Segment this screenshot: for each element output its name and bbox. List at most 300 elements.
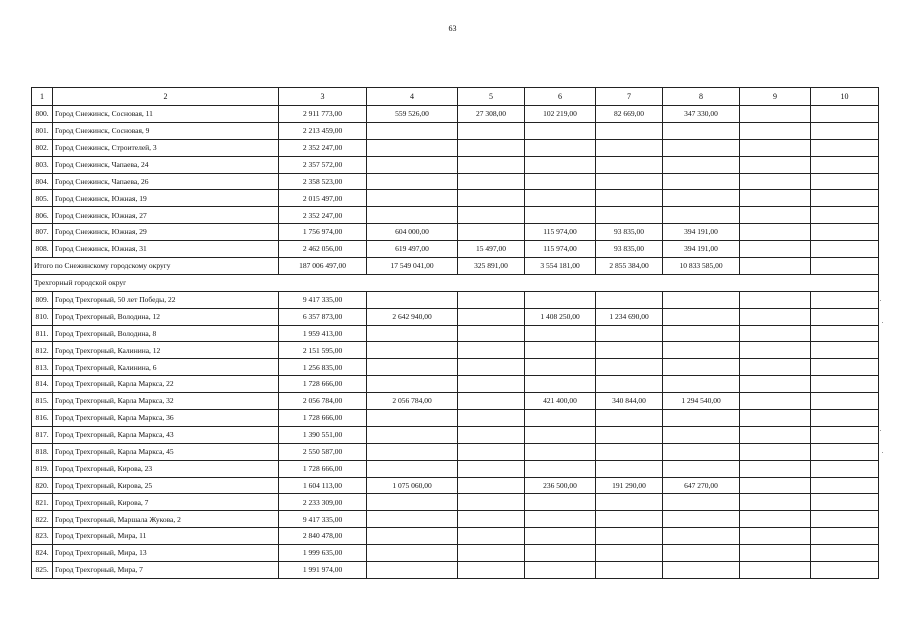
amount-cell: [811, 410, 879, 427]
row-number: 803.: [32, 156, 53, 173]
amount-cell: [663, 410, 740, 427]
table-row: [32, 460, 879, 477]
amount-cell: 619 497,00: [367, 241, 458, 258]
row-number: 823.: [32, 528, 53, 545]
amount-cell: [740, 477, 811, 494]
column-header-8: 8: [663, 88, 740, 106]
amount-cell: 15 497,00: [458, 241, 525, 258]
table-row: [32, 528, 879, 545]
amount-cell: [458, 545, 525, 562]
amount-cell: 1 728 666,00: [279, 460, 367, 477]
address-cell: Город Снежинск, Южная, 27: [53, 207, 279, 224]
amount-cell: 115 974,00: [525, 224, 596, 241]
row-number: 804.: [32, 173, 53, 190]
amount-cell: [458, 325, 525, 342]
amount-cell: [596, 460, 663, 477]
address-cell: Город Снежинск, Сосновая, 11: [53, 106, 279, 123]
amount-cell: [811, 139, 879, 156]
amount-cell: [811, 376, 879, 393]
amount-cell: [367, 325, 458, 342]
amount-cell: [740, 291, 811, 308]
amount-cell: [740, 308, 811, 325]
amount-cell: 82 669,00: [596, 106, 663, 123]
amount-cell: [811, 443, 879, 460]
page-number: 63: [448, 24, 457, 33]
amount-cell: [596, 291, 663, 308]
amount-cell: [811, 426, 879, 443]
amount-cell: [740, 224, 811, 241]
amount-cell: 2 840 478,00: [279, 528, 367, 545]
amount-cell: [740, 359, 811, 376]
row-number: 802.: [32, 139, 53, 156]
amount-cell: [458, 393, 525, 410]
table-row: [32, 410, 879, 427]
address-cell: Город Трехгорный, Калинина, 6: [53, 359, 279, 376]
table-row: [32, 156, 879, 173]
amount-cell: [740, 393, 811, 410]
table-row: [32, 511, 879, 528]
amount-cell: 93 835,00: [596, 241, 663, 258]
amount-cell: [596, 528, 663, 545]
amount-cell: [740, 562, 811, 579]
amount-cell: [525, 460, 596, 477]
table-row: [32, 190, 879, 207]
table-row: [32, 376, 879, 393]
amount-cell: [596, 494, 663, 511]
amount-cell: 394 191,00: [663, 241, 740, 258]
amount-cell: [596, 156, 663, 173]
table-row: [32, 426, 879, 443]
amount-cell: [596, 545, 663, 562]
section-row: [32, 274, 879, 291]
amount-cell: [596, 325, 663, 342]
amount-cell: [740, 443, 811, 460]
amount-cell: 2 151 595,00: [279, 342, 367, 359]
table-row: [32, 393, 879, 410]
row-number: 810.: [32, 308, 53, 325]
amount-cell: [663, 511, 740, 528]
amount-cell: 2 213 459,00: [279, 122, 367, 139]
amount-cell: [367, 173, 458, 190]
amount-cell: 2 015 497,00: [279, 190, 367, 207]
amount-cell: [525, 511, 596, 528]
amount-cell: [811, 308, 879, 325]
amount-cell: [740, 156, 811, 173]
amount-cell: [458, 156, 525, 173]
amount-cell: [458, 528, 525, 545]
amount-cell: 1 959 413,00: [279, 325, 367, 342]
amount-cell: 2 352 247,00: [279, 139, 367, 156]
amount-cell: 6 357 873,00: [279, 308, 367, 325]
table-row: [32, 173, 879, 190]
row-number: 822.: [32, 511, 53, 528]
amount-cell: 647 270,00: [663, 477, 740, 494]
amount-cell: 1 756 974,00: [279, 224, 367, 241]
amount-cell: [525, 359, 596, 376]
row-number: 825.: [32, 562, 53, 579]
address-cell: Город Трехгорный, Карла Маркса, 36: [53, 410, 279, 427]
amount-cell: [367, 207, 458, 224]
row-number: 821.: [32, 494, 53, 511]
amount-cell: 2 357 572,00: [279, 156, 367, 173]
column-header-9: 9: [740, 88, 811, 106]
address-cell: Город Трехгорный, Кирова, 23: [53, 460, 279, 477]
amount-cell: 1 075 060,00: [367, 477, 458, 494]
row-number: 816.: [32, 410, 53, 427]
amount-cell: [811, 528, 879, 545]
amount-cell: [367, 460, 458, 477]
amount-cell: [596, 410, 663, 427]
amount-cell: 559 526,00: [367, 106, 458, 123]
amount-cell: [811, 224, 879, 241]
address-cell: Город Трехгорный, Карла Маркса, 32: [53, 393, 279, 410]
amount-cell: [367, 528, 458, 545]
amount-cell: 2 358 523,00: [279, 173, 367, 190]
amount-cell: [367, 443, 458, 460]
amount-cell: [458, 139, 525, 156]
total-amount-cell: [811, 258, 879, 275]
amount-cell: [663, 460, 740, 477]
address-cell: Город Трехгорный, Маршала Жукова, 2: [53, 511, 279, 528]
amount-cell: [367, 545, 458, 562]
amount-cell: 1 294 540,00: [663, 393, 740, 410]
amount-cell: [811, 562, 879, 579]
amount-cell: [663, 291, 740, 308]
column-header-3: 3: [279, 88, 367, 106]
address-cell: Город Трехгорный, Карла Маркса, 43: [53, 426, 279, 443]
amount-cell: [663, 528, 740, 545]
amount-cell: 1 728 666,00: [279, 376, 367, 393]
amount-cell: [811, 106, 879, 123]
amount-cell: [663, 376, 740, 393]
amount-cell: 191 290,00: [596, 477, 663, 494]
amount-cell: [811, 207, 879, 224]
table-header-row: [32, 88, 879, 106]
table-row: [32, 241, 879, 258]
row-number: 813.: [32, 359, 53, 376]
amount-cell: [458, 494, 525, 511]
total-amount-cell: 325 891,00: [458, 258, 525, 275]
amount-cell: 2 056 784,00: [367, 393, 458, 410]
amount-cell: 1 390 551,00: [279, 426, 367, 443]
row-number: 807.: [32, 224, 53, 241]
amount-cell: 1 256 835,00: [279, 359, 367, 376]
amount-cell: 340 844,00: [596, 393, 663, 410]
row-number: 805.: [32, 190, 53, 207]
column-header-4: 4: [367, 88, 458, 106]
amount-cell: [740, 207, 811, 224]
amount-cell: [663, 308, 740, 325]
amount-cell: 93 835,00: [596, 224, 663, 241]
amount-cell: [740, 545, 811, 562]
row-number: 812.: [32, 342, 53, 359]
address-cell: Город Снежинск, Южная, 31: [53, 241, 279, 258]
amount-cell: [811, 291, 879, 308]
scan-speck: [882, 322, 883, 323]
amount-cell: [596, 122, 663, 139]
amount-cell: 115 974,00: [525, 241, 596, 258]
amount-cell: [596, 139, 663, 156]
document-table: [31, 87, 879, 579]
amount-cell: [458, 190, 525, 207]
amount-cell: [596, 562, 663, 579]
total-row: [32, 258, 879, 275]
amount-cell: [525, 426, 596, 443]
amount-cell: 2 462 056,00: [279, 241, 367, 258]
amount-cell: [596, 207, 663, 224]
amount-cell: 9 417 335,00: [279, 511, 367, 528]
amount-cell: [458, 207, 525, 224]
amount-cell: [811, 325, 879, 342]
address-cell: Город Снежинск, Южная, 29: [53, 224, 279, 241]
amount-cell: [663, 139, 740, 156]
amount-cell: [458, 562, 525, 579]
amount-cell: [811, 342, 879, 359]
amount-cell: [811, 477, 879, 494]
amount-cell: [740, 106, 811, 123]
total-amount-cell: 187 006 497,00: [279, 258, 367, 275]
total-label: Итого по Снежинскому городскому округу: [32, 258, 279, 275]
amount-cell: 347 330,00: [663, 106, 740, 123]
amount-cell: [740, 528, 811, 545]
amount-cell: [663, 325, 740, 342]
scan-speck: [882, 452, 883, 453]
amount-cell: 2 233 309,00: [279, 494, 367, 511]
amount-cell: [740, 410, 811, 427]
amount-cell: 1 604 113,00: [279, 477, 367, 494]
amount-cell: 421 400,00: [525, 393, 596, 410]
amount-cell: [811, 511, 879, 528]
amount-cell: [740, 122, 811, 139]
table-row: [32, 325, 879, 342]
table-row: [32, 224, 879, 241]
column-header-7: 7: [596, 88, 663, 106]
row-number: 820.: [32, 477, 53, 494]
amount-cell: [740, 460, 811, 477]
address-cell: Город Трехгорный, Мира, 7: [53, 562, 279, 579]
amount-cell: [367, 291, 458, 308]
amount-cell: 2 550 587,00: [279, 443, 367, 460]
amount-cell: 2 642 940,00: [367, 308, 458, 325]
amount-cell: [596, 342, 663, 359]
table-row: [32, 443, 879, 460]
table-row: [32, 359, 879, 376]
column-header-5: 5: [458, 88, 525, 106]
amount-cell: [367, 562, 458, 579]
total-amount-cell: [740, 258, 811, 275]
amount-cell: [663, 173, 740, 190]
table-row: [32, 494, 879, 511]
amount-cell: [811, 460, 879, 477]
amount-cell: [525, 410, 596, 427]
amount-cell: [458, 376, 525, 393]
amount-cell: 604 000,00: [367, 224, 458, 241]
column-header-1: 1: [32, 88, 53, 106]
amount-cell: 2 056 784,00: [279, 393, 367, 410]
amount-cell: [525, 156, 596, 173]
amount-cell: [458, 122, 525, 139]
row-number: 811.: [32, 325, 53, 342]
amount-cell: [663, 494, 740, 511]
table-row: [32, 308, 879, 325]
address-cell: Город Трехгорный, Калинина, 12: [53, 342, 279, 359]
row-number: 819.: [32, 460, 53, 477]
amount-cell: [663, 443, 740, 460]
row-number: 818.: [32, 443, 53, 460]
amount-cell: [663, 359, 740, 376]
table-row: [32, 291, 879, 308]
amount-cell: [596, 511, 663, 528]
amount-cell: [811, 190, 879, 207]
address-cell: Город Трехгорный, Володина, 8: [53, 325, 279, 342]
amount-cell: [525, 207, 596, 224]
amount-cell: [367, 139, 458, 156]
amount-cell: [811, 173, 879, 190]
column-header-6: 6: [525, 88, 596, 106]
row-number: 801.: [32, 122, 53, 139]
address-cell: Город Трехгорный, Володина, 12: [53, 308, 279, 325]
amount-cell: [367, 376, 458, 393]
row-number: 800.: [32, 106, 53, 123]
amount-cell: 1 991 974,00: [279, 562, 367, 579]
amount-cell: [525, 173, 596, 190]
amount-cell: [367, 156, 458, 173]
amount-cell: [367, 122, 458, 139]
address-cell: Город Трехгорный, Мира, 13: [53, 545, 279, 562]
column-header-10: 10: [811, 88, 879, 106]
address-cell: Город Снежинск, Строителей, 3: [53, 139, 279, 156]
amount-cell: [811, 494, 879, 511]
amount-cell: [525, 291, 596, 308]
row-number: 814.: [32, 376, 53, 393]
amount-cell: [525, 545, 596, 562]
amount-cell: [458, 460, 525, 477]
amount-cell: 1 728 666,00: [279, 410, 367, 427]
amount-cell: [525, 528, 596, 545]
amount-cell: [811, 545, 879, 562]
amount-cell: [663, 190, 740, 207]
address-cell: Город Трехгорный, Карла Маркса, 45: [53, 443, 279, 460]
amount-cell: [740, 426, 811, 443]
address-cell: Город Трехгорный, 50 лет Победы, 22: [53, 291, 279, 308]
amount-cell: [663, 426, 740, 443]
amount-cell: 1 408 250,00: [525, 308, 596, 325]
amount-cell: [458, 359, 525, 376]
amount-cell: [525, 122, 596, 139]
table-row: [32, 342, 879, 359]
amount-cell: 394 191,00: [663, 224, 740, 241]
amount-cell: [663, 207, 740, 224]
amount-cell: [525, 325, 596, 342]
address-cell: Город Снежинск, Сосновая, 9: [53, 122, 279, 139]
table-row: [32, 106, 879, 123]
amount-cell: [811, 393, 879, 410]
row-number: 806.: [32, 207, 53, 224]
amount-cell: [367, 359, 458, 376]
amount-cell: [663, 562, 740, 579]
amount-cell: [811, 241, 879, 258]
amount-cell: [596, 190, 663, 207]
amount-cell: [740, 376, 811, 393]
amount-cell: [458, 342, 525, 359]
address-cell: Город Снежинск, Южная, 19: [53, 190, 279, 207]
amount-cell: [525, 342, 596, 359]
section-title: Трехгорный городской округ: [32, 274, 879, 291]
amount-cell: [525, 376, 596, 393]
amount-cell: [458, 426, 525, 443]
amount-cell: [596, 376, 663, 393]
address-cell: Город Трехгорный, Кирова, 25: [53, 477, 279, 494]
amount-cell: 2 352 247,00: [279, 207, 367, 224]
amount-cell: 1 234 690,00: [596, 308, 663, 325]
amount-cell: [525, 443, 596, 460]
table-row: [32, 207, 879, 224]
amount-cell: 9 417 335,00: [279, 291, 367, 308]
amount-cell: [811, 122, 879, 139]
amount-cell: [740, 325, 811, 342]
amount-cell: [740, 173, 811, 190]
amount-cell: [740, 494, 811, 511]
scan-speck: [880, 300, 881, 301]
amount-cell: 27 308,00: [458, 106, 525, 123]
amount-cell: [663, 342, 740, 359]
amount-cell: [367, 190, 458, 207]
table-row: [32, 139, 879, 156]
total-amount-cell: 2 855 384,00: [596, 258, 663, 275]
amount-cell: [525, 190, 596, 207]
amount-cell: [458, 410, 525, 427]
amount-cell: [458, 291, 525, 308]
amount-cell: [663, 545, 740, 562]
amount-cell: [458, 511, 525, 528]
row-number: 808.: [32, 241, 53, 258]
amount-cell: [740, 511, 811, 528]
amount-cell: [367, 494, 458, 511]
scan-speck: [880, 430, 881, 431]
row-number: 815.: [32, 393, 53, 410]
total-amount-cell: 3 554 181,00: [525, 258, 596, 275]
amount-cell: [596, 359, 663, 376]
amount-cell: [458, 477, 525, 494]
amount-cell: 2 911 773,00: [279, 106, 367, 123]
address-cell: Город Трехгорный, Мира, 11: [53, 528, 279, 545]
table-row: [32, 562, 879, 579]
amount-cell: [458, 224, 525, 241]
row-number: 824.: [32, 545, 53, 562]
address-cell: Город Трехгорный, Кирова, 7: [53, 494, 279, 511]
amount-cell: [367, 342, 458, 359]
address-cell: Город Трехгорный, Карла Маркса, 22: [53, 376, 279, 393]
amount-cell: [525, 139, 596, 156]
address-cell: Город Снежинск, Чапаева, 26: [53, 173, 279, 190]
amount-cell: [663, 156, 740, 173]
amount-cell: [811, 156, 879, 173]
amount-cell: [525, 562, 596, 579]
amount-cell: [367, 410, 458, 427]
amount-cell: [596, 426, 663, 443]
amount-cell: [663, 122, 740, 139]
table-body: [32, 88, 879, 579]
amount-cell: [740, 342, 811, 359]
row-number: 817.: [32, 426, 53, 443]
amount-cell: [525, 494, 596, 511]
table-row: [32, 122, 879, 139]
table-row: [32, 545, 879, 562]
table-row: [32, 477, 879, 494]
amount-cell: [367, 426, 458, 443]
amount-cell: [458, 173, 525, 190]
amount-cell: [596, 443, 663, 460]
